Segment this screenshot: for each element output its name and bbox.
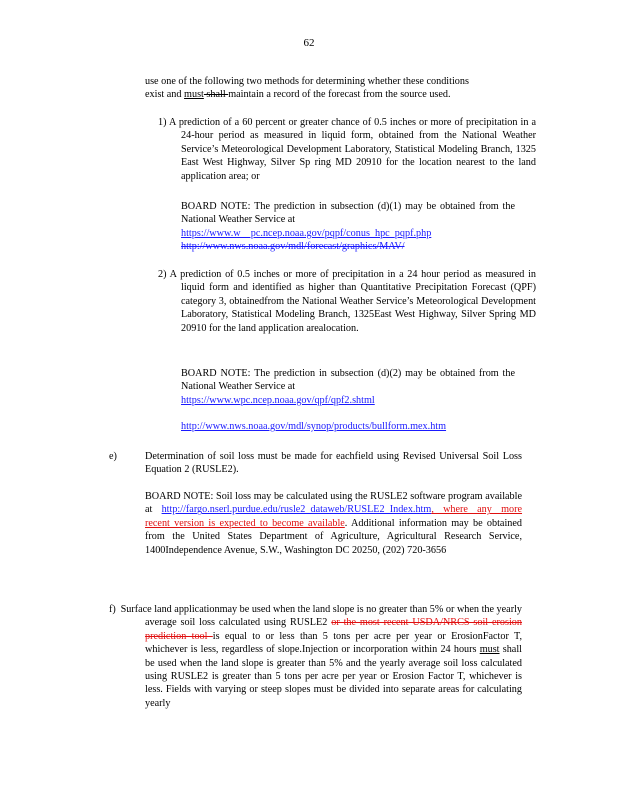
- item-1-text: 1) A prediction of a 60 percent or greater chance of 0.5 inches or more of precipitation in a 24-hour period as measured in liquid form, obtained from the National Weather Service’s Meteorological Development Laboratory, Statistical Modeling Branch, 1325 East West Highway, Silver Sp ring MD 20910 for the location nearest to the land application area; or: [158, 117, 537, 182]
- section-f-text: f) Surface land applicationmay be used when the land slope is no greater than 5% or when the yearly average soil loss calculated using RUSLE2 or the most recent USDA/NRCS soil erosion prediction tool is equal to or less than 5 tons per acre per year or ErosionFactor T, whichever is less, regardless of slope.Injection or incorporation within 24 hours must shall be used when the land slope is greater than 5% and the yearly average soil loss calculated using RUSLE2 is greater than 5 tons per acre per year or Erosion Factor T, whichever is less. Fields with varying or steep slopes must be divided into separate areas for calculating yearly: [109, 604, 523, 709]
- inserted-must: must: [184, 89, 204, 101]
- item-2-link-bullform[interactable]: http://www.nws.noaa.gov/mdl/synop/products/bullform.mex.htm: [181, 421, 447, 433]
- section-e-inserted-text: , where any more recent version is expected to become available: [145, 504, 523, 529]
- section-f-inserted-must: must: [479, 644, 500, 656]
- section-e-text: e) Determination of soil loss must be made for eachfield using Revised Universal Soil Loss Equation 2 (RUSLE2).: [109, 451, 522, 476]
- item-2-board-note: BOARD NOTE: The prediction in subsection (d)(2) may be obtained from the National Weather Service at https://www.wpc.ncep.noaa.gov/qpf/qpf2.shtml http://www.nws.noaa.gov/mdl/synop/products/bullform.mex.htm: [181, 368, 515, 433]
- section-e-link-rusle2[interactable]: http://fargo.nserl.purdue.edu/rusle2_dataweb/RUSLE2_Index.htm: [161, 504, 432, 516]
- struck-shall: shall: [203, 89, 229, 101]
- intro-paragraph: [145, 75, 523, 102]
- section-f-struck-text: or the most recent USDA/NRCS soil erosion prediction tool: [145, 617, 522, 642]
- page-number: 62: [303, 37, 315, 49]
- section-f: [109, 603, 522, 710]
- item-2-text: 2) A prediction of 0.5 inches or more of precipitation in a 24 hour period as measured in liquid form and identified as higher than Quantitative Precipitation Forecast (QPF) category 3, obtainedfrom the National Weather Service’s Meteorological Development Laboratory, Statistical Modeling Branch, 1325East West Highway, Silver Spring MD 20910 for the land application arealocation.: [158, 269, 537, 334]
- section-e: [109, 450, 522, 477]
- item-2: [145, 268, 536, 335]
- item-1-board-note: BOARD NOTE: The prediction in subsection (d)(1) may be obtained from the National Weather Service at https://www.w pc.ncep.noaa.gov/pqpf/conus_hpc_pqpf.php http://www.nws.noaa.gov/mdl/forecast/graphics/MAV/: [181, 201, 515, 253]
- intro-line-2: exist and must shall maintain a record of the forecast from the source used.: [145, 89, 451, 101]
- item-2-link-qpf2[interactable]: https://www.wpc.ncep.noaa.gov/qpf/qpf2.shtml: [181, 394, 375, 406]
- item-1-link-pqpf[interactable]: https://www.w pc.ncep.noaa.gov/pqpf/conus_hpc_pqpf.php: [181, 227, 432, 239]
- item-1-link-mav-struck[interactable]: http://www.nws.noaa.gov/mdl/forecast/graphics/MAV/: [181, 241, 405, 253]
- item-1: [145, 116, 536, 183]
- intro-line-1: use one of the following two methods for determining whether these conditions: [145, 76, 469, 87]
- section-e-board-note: BOARD NOTE: Soil loss may be calculated using the RUSLE2 software program available at http://fargo.nserl.purdue.edu/rusle2_dataweb/RUSLE2_Index.htm, where any more recent version is expected to become available. Additional information may be obtained from the United States Department of Agriculture, Agricultural Research Service, 1400Independence Avenue, S.W., Washington DC 20250, (202) 720-3656: [145, 491, 523, 556]
